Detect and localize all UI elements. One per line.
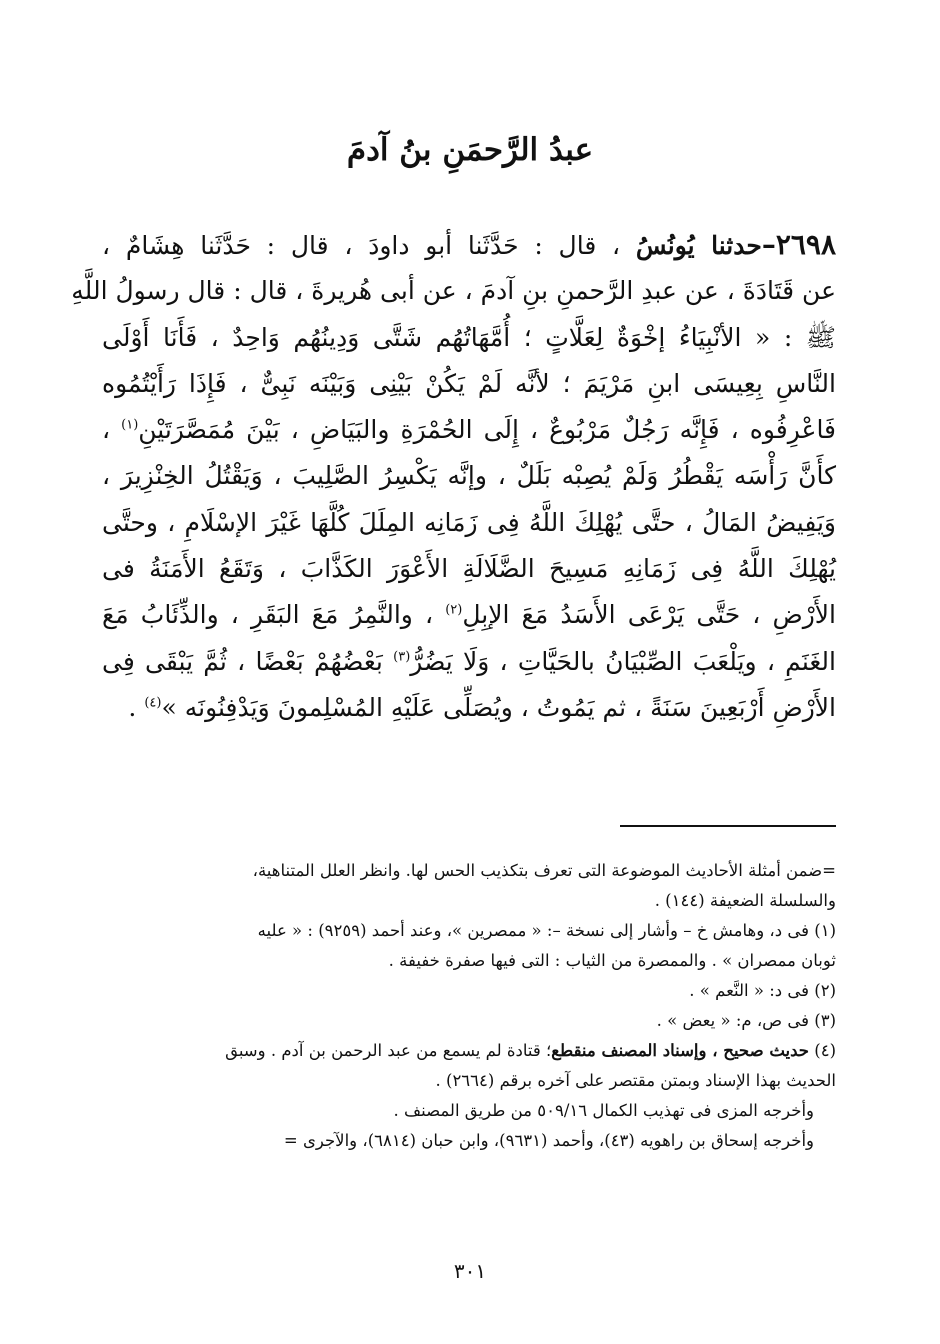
footnote-marker-1[interactable]: (١) xyxy=(121,417,139,433)
hadith-line-2: عن قَتَادَةَ ، عن عبدِ الرَّحمنِ بنِ آدمَ ، عن أبى هُريرةَ ، قال : قال رسولُ اللَّهِ xyxy=(71,276,836,306)
footnote-4-line-1 xyxy=(102,1036,836,1066)
chapter-title: عبدُ الرَّحمَنِ بنُ آدمَ xyxy=(346,132,594,168)
page-number: ٣٠١ xyxy=(453,1259,487,1283)
footnotes xyxy=(102,856,836,1156)
footnote-4-line-2: الحديث بهذا الإسناد وبمتن مقتصر على آخره برقم (٢٦٦٤) . xyxy=(435,1071,836,1090)
hadith-line-11 xyxy=(102,685,836,731)
hadith-line-text: الأَرْضِ أَرْبَعِينَ سَنَةً ، ثم يَمُوتُ ، ويُصَلِّى عَلَيْهِ المُسْلِمونَ وَيَدْفِنُونَه » xyxy=(161,692,836,722)
footnote-marker-4[interactable]: (٤) xyxy=(144,695,162,711)
hadith-line-8: يُهْلِكَ اللَّهُ فِى زَمَانِهِ مَسِيحَ الضَّلَالَةِ الأَعْوَرَ الكَذَّابَ ، وَتَقَعُ الأَمَنَةُ فى xyxy=(102,554,836,584)
footnote-continuation-line-1: =ضمن أمثلة الأحاديث الموضوعة التى تعرف بتكذيب الحس لها. وانظر العلل المتناهية، xyxy=(252,861,836,880)
hadith-text xyxy=(71,222,837,731)
hadith-line-9 xyxy=(102,592,836,638)
footnote-divider xyxy=(620,825,836,827)
hadith-intro: حدثنا يُونُسُ xyxy=(635,231,762,260)
hadith-line-end: . xyxy=(128,692,137,722)
hadith-line-3: ﷺ : « الأنْبِيَاءُ إخْوَةٌ لِعَلَّاتٍ ؛ أُمَّهَاتُهُم شَتَّى وَدِينُهُم وَاحِدٌ ، فَأَنَا أَوْلَى xyxy=(102,322,836,352)
hadith-line-6: كأَنَّ رَأْسَه يَقْطُرُ وَلَمْ يُصِبْه بَلَلٌ ، وإنَّه يَكْسِرُ الصَّلِيبَ ، وَيَقْتُلُ الخِنْزِيرَ ، xyxy=(102,461,836,491)
footnote-continuation-line-2: والسلسلة الضعيفة (١٤٤) . xyxy=(654,891,836,910)
footnote-1-line-2: ثوبان ممصران » . والممصرة من الثياب : التى فيها صفرة خفيفة . xyxy=(388,951,836,970)
hadith-line-4: النَّاسِ بِعِيسَى ابنِ مَرْيَمَ ؛ لأنَّه لَمْ يَكُنْ بَيْنِى وَبَيْنَه نَبِىٌّ ، فَإِذَا رَأَيْتُمُوه xyxy=(102,368,836,398)
footnote-marker-2[interactable]: (٢) xyxy=(445,603,463,619)
footnote-4-marker: (٤) xyxy=(814,1041,836,1060)
hadith-line-text: فَاعْرِفُوه ، فَإِنَّه رَجُلٌ مَرْبُوعٌ ، إِلَى الحُمْرَةِ والبَيَاضِ ، بَيْنَ مُمَصَّرَتَيْنِ xyxy=(138,415,837,445)
hadith-line-text: الأَرْضِ ، حَتَّى يَرْعَى الأَسَدُ مَعَ الإبِلِ xyxy=(462,600,836,630)
footnote-3: (٣) فى ص، م: « يعض » . xyxy=(656,1011,836,1030)
hadith-line-text: الغَنَمِ ، ويَلْعَبَ الصِّبْيَانُ بالحَيَّاتِ ، وَلَا يَضُرُّ xyxy=(410,646,836,676)
hadith-line-text: ، قال : حَدَّثَنا أبو داودَ ، قال : حَدَّثَنا هِشَامٌ ، xyxy=(102,231,621,260)
hadith-line-text: ، والنَّمِرُ مَعَ البَقَرِ ، والذِّئَابُ مَعَ xyxy=(102,600,434,630)
footnote-4-line-4: وأخرجه إسحاق بن راهويه (٤٣)، وأحمد (٩٦٣١)، وابن حبان (٦٨١٤)، والآجرى = xyxy=(283,1131,814,1150)
footnote-4-grading: حديث صحيح ، وإسناد المصنف منقطع xyxy=(551,1041,809,1060)
hadith-line-10 xyxy=(102,639,836,685)
hadith-line-text: بَعْضُهُمْ بَعْضًا ، ثُمَّ يَبْقَى فِى xyxy=(102,646,383,676)
hadith-line-5: فَاعْرِفُوه ، فَإِنَّه رَجُلٌ مَرْبُوعٌ ، إِلَى الحُمْرَةِ والبَيَاضِ ، بَيْنَ مُمَصَّرَتَيْنِ$^{(١)}$ ، xyxy=(102,415,837,445)
footnote-2: (٢) فى د: « النَّعم » . xyxy=(689,981,836,1000)
hadith-line-1 xyxy=(102,222,836,268)
hadith-line-7: وَيَفِيضُ المَالُ ، حتَّى يُهْلِكَ اللَّهُ فِى زَمَانِه المِلَلَ كُلَّهَا غَيْرَ الإسْلَامِ ، وحتَّى xyxy=(102,507,836,537)
footnote-4-text: ؛ قتادة لم يسمع من عبد الرحمن بن آدم . وسبق xyxy=(225,1041,552,1060)
hadith-number: ٢٦٩٨– xyxy=(761,228,836,261)
footnote-1-line-1: (١) فى د، وهامش خ – وأشار إلى نسخة –: « ممصرين »، وعند أحمد (٩٢٥٩) : « عليه xyxy=(257,921,836,940)
footnote-4-line-3: وأخرجه المزى فى تهذيب الكمال ٥٠٩/١٦ من طريق المصنف . xyxy=(393,1101,814,1120)
footnote-marker-3[interactable]: (٣) xyxy=(393,649,411,665)
